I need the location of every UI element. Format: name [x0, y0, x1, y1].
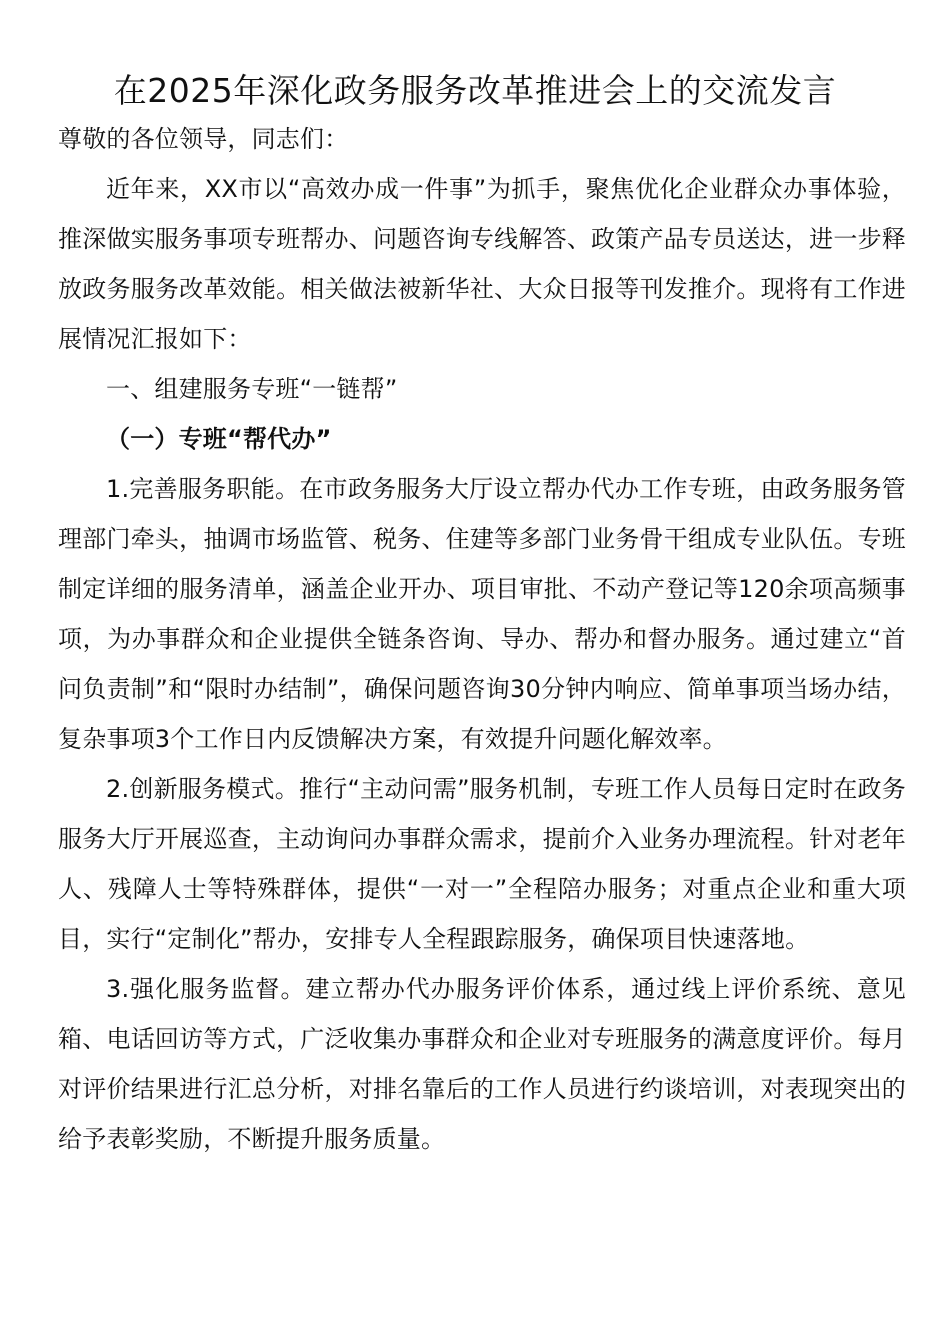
section-heading-1: 一、组建服务专班“一链帮”: [106, 375, 398, 403]
item-paragraph-2: 2.创新服务模式。推行“主动问需”服务机制，专班工作人员每日定时在政务服务大厅开展巡查，主动询问办事群众需求，提前介入业务办理流程。针对老年人、残障人士等特殊群体，提供“一对一”全程陪办服务；对重点企业和重大项目，实行“定制化”帮办，安排专人全程跟踪服务，确保项目快速落地。: [58, 775, 906, 953]
item-paragraph-3: 3.强化服务监督。建立帮办代办服务评价体系，通过线上评价系统、意见箱、电话回访等方式，广泛收集办事群众和企业对专班服务的满意度评价。每月对评价结果进行汇总分析，对排名靠后的工作人员进行约谈培训，对表现突出的给予表彰奖励，不断提升服务质量。: [58, 975, 906, 1153]
document-title: 在2025年深化政务服务改革推进会上的交流发言: [113, 71, 837, 110]
item-paragraph-1: 1.完善服务职能。在市政务服务大厅设立帮办代办工作专班，由政务服务管理部门牵头，抽调市场监管、税务、住建等多部门业务骨干组成专业队伍。专班制定详细的服务清单，涵盖企业开办、项目审批、不动产登记等120余项高频事项，为办事群众和企业提供全链条咨询、导办、帮办和督办服务。通过建立“首问负责制”和“限时办结制”，确保问题咨询30分钟内响应、简单事项当场办结，复杂事项3个工作日内反馈解决方案，有效提升问题化解效率。: [58, 475, 906, 753]
subsection-heading-1: （一）专班“帮代办”: [106, 425, 332, 453]
intro-paragraph: 近年来，XX市以“高效办成一件事”为抓手，聚焦优化企业群众办事体验，推深做实服务事项专班帮办、问题咨询专线解答、政策产品专员送达，进一步释放政务服务改革效能。相关做法被新华社、大众日报等刊发推介。现将有工作进展情况汇报如下：: [58, 175, 906, 353]
document-body: [58, 114, 906, 1164]
salutation: 尊敬的各位领导，同志们：: [58, 125, 349, 153]
